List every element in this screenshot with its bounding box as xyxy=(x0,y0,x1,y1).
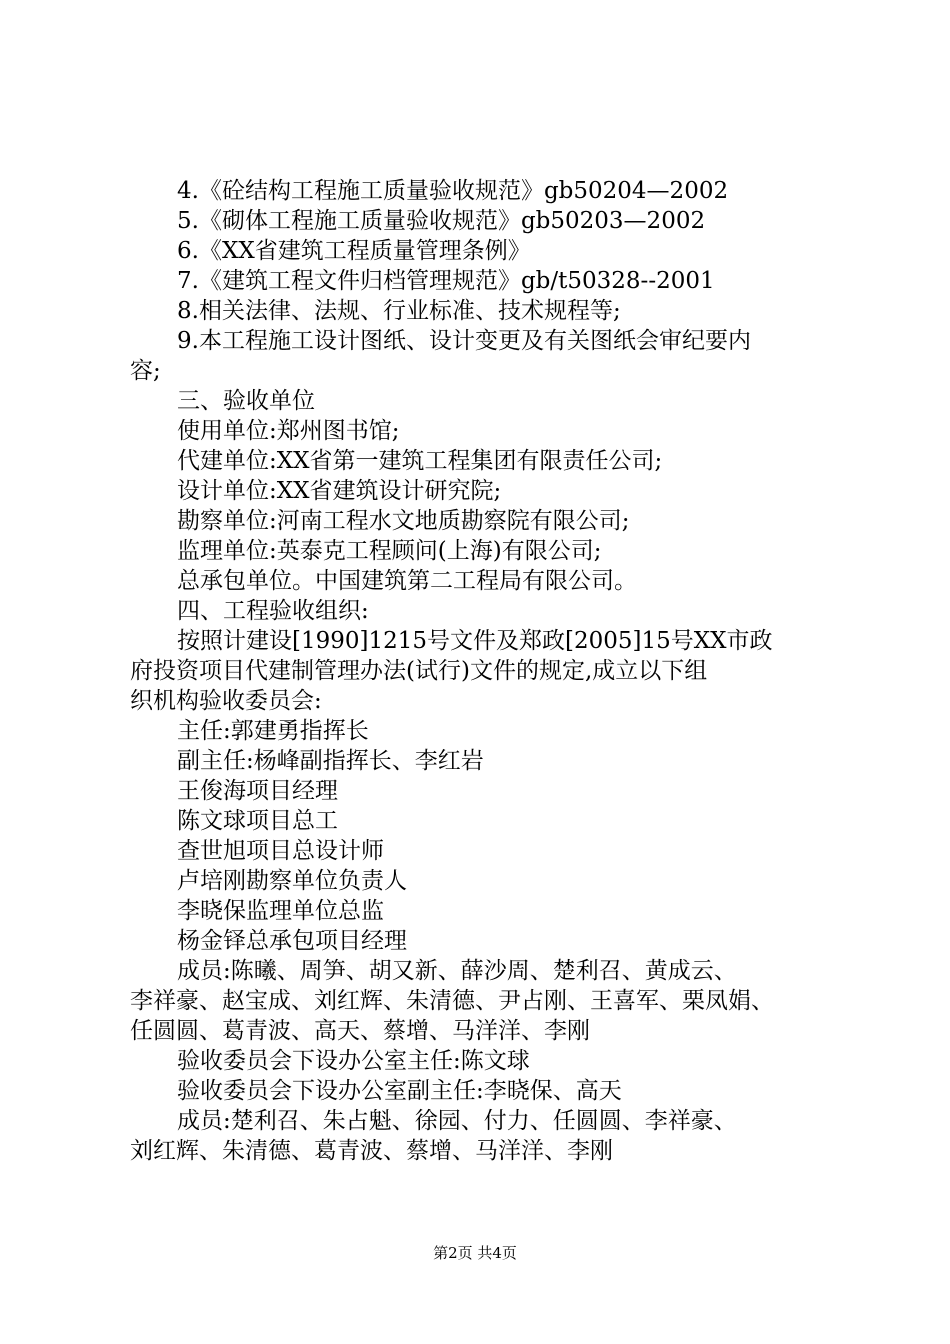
text-line: 府投资项目代建制管理办法(试行)文件的规定,成立以下组 xyxy=(130,658,708,684)
text-line: 刘红辉、朱清德、葛青波、蔡增、马洋洋、李刚 xyxy=(130,1138,613,1164)
text-line: 7.《建筑工程文件归档管理规范》gb/t50328--2001 xyxy=(177,268,715,294)
text-line: 使用单位:郑州图书馆; xyxy=(177,418,400,444)
text-line: 按照计建设[1990]1215号文件及郑政[2005]15号XX市政 xyxy=(177,628,773,654)
text-line: 查世旭项目总设计师 xyxy=(177,838,384,864)
text-line: 监理单位:英泰克工程顾问(上海)有限公司; xyxy=(177,538,602,564)
text-line: 验收委员会下设办公室主任:陈文球 xyxy=(177,1048,530,1074)
text-line: 陈文球项目总工 xyxy=(177,808,338,834)
text-line: 4.《砼结构工程施工质量验收规范》gb50204—2002 xyxy=(177,178,729,204)
text-line: 成员:陈曦、周笋、胡又新、薛沙周、楚利召、黄成云、 xyxy=(177,958,737,984)
text-line: 容; xyxy=(130,358,161,384)
text-line: 6.《XX省建筑工程质量管理条例》 xyxy=(177,238,531,264)
text-line: 李祥豪、赵宝成、刘红辉、朱清德、尹占刚、王喜军、栗凤娟、 xyxy=(130,988,774,1014)
text-line: 王俊海项目经理 xyxy=(177,778,338,804)
text-line: 三、验收单位 xyxy=(177,388,315,414)
text-line: 卢培刚勘察单位负责人 xyxy=(177,868,407,894)
text-line: 成员:楚利召、朱占魁、徐园、付力、任圆圆、李祥豪、 xyxy=(177,1108,737,1134)
text-line: 9.本工程施工设计图纸、设计变更及有关图纸会审纪要内 xyxy=(177,328,751,354)
text-line: 勘察单位:河南工程水文地质勘察院有限公司; xyxy=(177,508,630,534)
text-line: 验收委员会下设办公室副主任:李晓保、高天 xyxy=(177,1078,622,1104)
text-line: 织机构验收委员会: xyxy=(130,688,322,714)
text-line: 副主任:杨峰副指挥长、李红岩 xyxy=(177,748,484,774)
page-footer: 第2页 共4页 xyxy=(433,1244,517,1262)
text-line: 8.相关法律、法规、行业标准、技术规程等; xyxy=(177,298,621,324)
document-body xyxy=(130,176,850,1166)
text-line: 总承包单位。中国建筑第二工程局有限公司。 xyxy=(177,568,637,594)
text-line: 主任:郭建勇指挥长 xyxy=(177,718,369,744)
text-line: 杨金铎总承包项目经理 xyxy=(177,928,407,954)
text-line: 任圆圆、葛青波、高天、蔡增、马洋洋、李刚 xyxy=(130,1018,590,1044)
text-line: 代建单位:XX省第一建筑工程集团有限责任公司; xyxy=(177,448,663,474)
text-line: 5.《砌体工程施工质量验收规范》gb50203—2002 xyxy=(177,208,706,234)
text-line: 四、工程验收组织: xyxy=(177,598,369,624)
text-line: 设计单位:XX省建筑设计研究院; xyxy=(177,478,502,504)
text-line: 李晓保监理单位总监 xyxy=(177,898,384,924)
